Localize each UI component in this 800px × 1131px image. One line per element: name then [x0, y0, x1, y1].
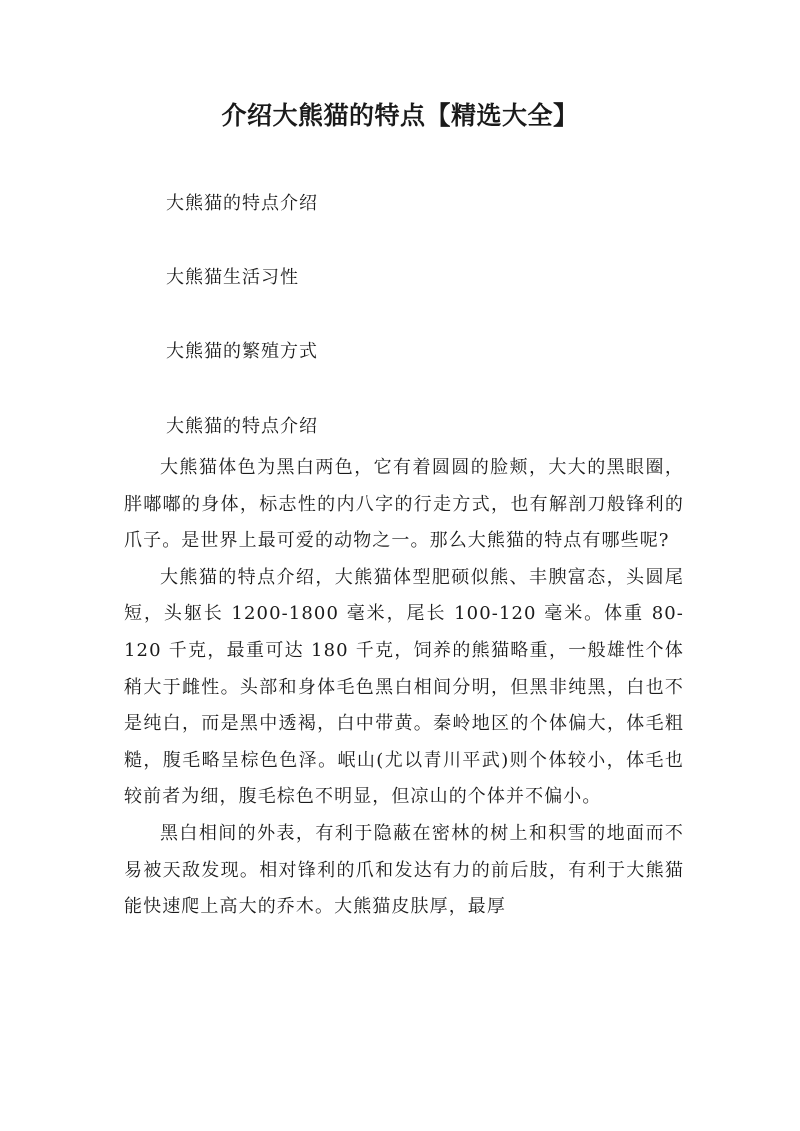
- toc-item[interactable]: 大熊猫的特点介绍: [166, 193, 318, 214]
- paragraph-intro: 大熊猫体色为黑白两色，它有着圆圆的脸颊，大大的黑眼圈，胖嘟嘟的身体，标志性的内八字的行走方式，也有解剖刀般锋利的爪子。是世界上最可爱的动物之一。那么大熊猫的特点有哪些呢?: [124, 457, 684, 552]
- section-heading: 大熊猫的特点介绍: [166, 416, 318, 437]
- table-of-contents: [166, 186, 686, 408]
- paragraph-features: 大熊猫的特点介绍，大熊猫体型肥硕似熊、丰腴富态，头圆尾短，头躯长 1200-1800 毫米，尾长 100-120 毫米。体重 80-120 千克，最重可达 180 千克，饲养的熊猫略重，一般雄性个体稍大于雌性。头部和身体毛色黑白相间分明，但黑非纯黑，白也不是纯白，而是黑中透褐，白中带黄。秦岭地区的个体偏大，体毛粗糙，腹毛略呈棕色色泽。岷山(尤以青川平武)则个体较小，体毛也较前者为细，腹毛棕色不明显，但凉山的个体并不偏小。: [124, 566, 684, 808]
- toc-item[interactable]: 大熊猫的繁殖方式: [166, 341, 318, 362]
- paragraph-camouflage: 黑白相间的外表，有利于隐蔽在密林的树上和积雪的地面而不易被天敌发现。相对锋利的爪和发达有力的前后肢，有利于大熊猫能快速爬上高大的乔木。大熊猫皮肤厚，最厚: [124, 822, 684, 918]
- toc-item[interactable]: 大熊猫生活习性: [166, 267, 299, 288]
- body-text: [124, 450, 684, 926]
- document-title: 介绍大熊猫的特点【精选大全】: [221, 101, 579, 130]
